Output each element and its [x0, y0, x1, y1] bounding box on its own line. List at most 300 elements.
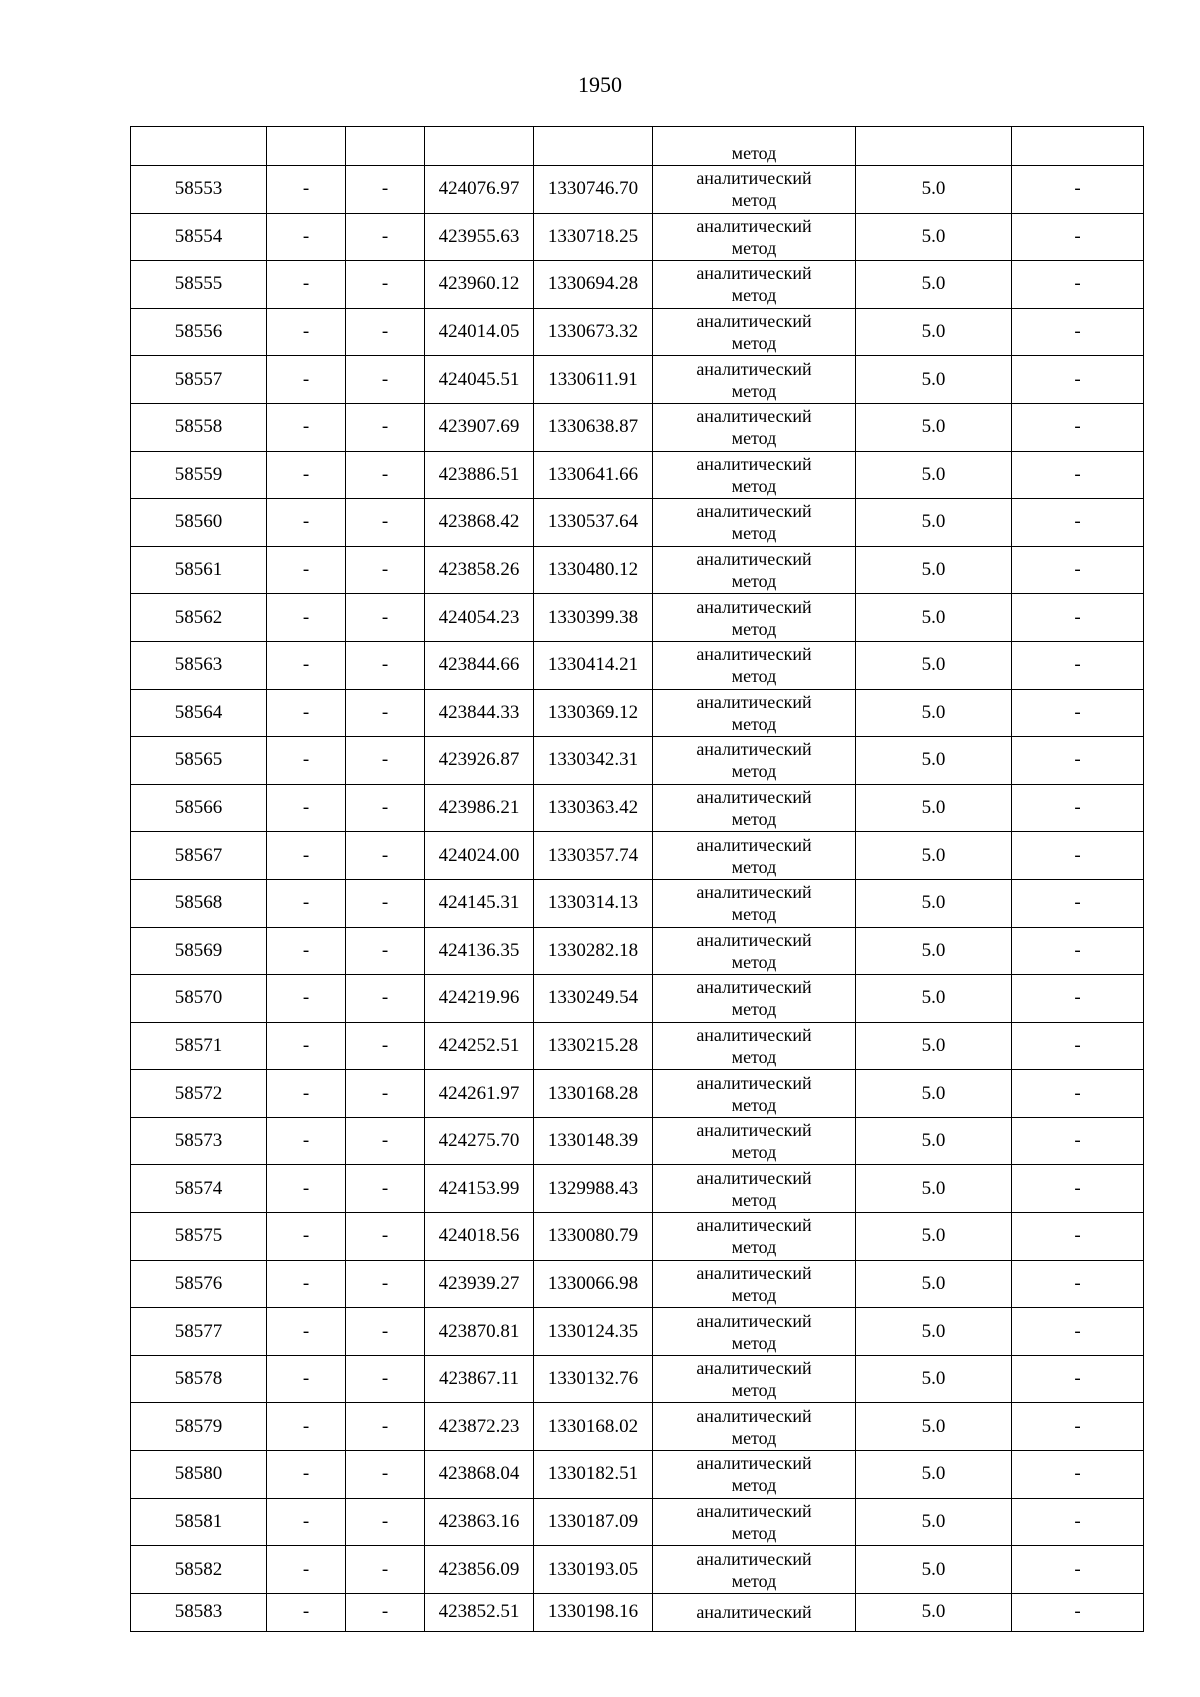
method-line2: метод [731, 999, 777, 1020]
cell-x: 424014.05 [425, 308, 534, 356]
cell-x: 424054.23 [425, 594, 534, 642]
cell-y [534, 127, 653, 166]
cell-col3: - [346, 975, 425, 1023]
cell-x: 424153.99 [425, 1165, 534, 1213]
method-line2: метод [731, 1284, 777, 1305]
cell-y: 1330611.91 [534, 356, 653, 404]
cell-accuracy: 5.0 [856, 1117, 1012, 1165]
cell-col2: - [267, 1593, 346, 1631]
table-row [131, 451, 1144, 499]
method-line1: аналитический [696, 787, 812, 808]
cell-accuracy: 5.0 [856, 499, 1012, 547]
table-row [131, 403, 1144, 451]
cell-col2: - [267, 1165, 346, 1213]
method-line1: аналитический [696, 739, 812, 760]
table-row-last [131, 1593, 1144, 1631]
cell-method [653, 1403, 856, 1451]
cell-id: 58580 [131, 1451, 267, 1499]
method-line2: метод [731, 1094, 777, 1115]
cell-col3: - [346, 927, 425, 975]
cell-col3: - [346, 1451, 425, 1499]
table-row [131, 1451, 1144, 1499]
cell-x: 424018.56 [425, 1213, 534, 1261]
cell-col3: - [346, 879, 425, 927]
method-line2: метод [731, 1189, 777, 1210]
cell-method [653, 737, 856, 785]
cell-x: 423939.27 [425, 1260, 534, 1308]
cell-col3: - [346, 594, 425, 642]
method-line2: метод [731, 523, 777, 544]
method-line2: метод [731, 666, 777, 687]
cell-method [653, 927, 856, 975]
cell-col3: - [346, 1165, 425, 1213]
method-line2: метод [731, 761, 777, 782]
cell-x: 423867.11 [425, 1355, 534, 1403]
table-row [131, 1498, 1144, 1546]
cell-id: 58577 [131, 1308, 267, 1356]
page-number: 1950 [578, 72, 622, 97]
cell-method [653, 1117, 856, 1165]
cell-col2: - [267, 1308, 346, 1356]
cell-x: 424261.97 [425, 1070, 534, 1118]
cell-col2: - [267, 1022, 346, 1070]
cell-col2: - [267, 975, 346, 1023]
table-row [131, 1355, 1144, 1403]
cell-method [653, 546, 856, 594]
cell-col8: - [1012, 1165, 1144, 1213]
cell-col3: - [346, 1355, 425, 1403]
cell-y: 1330215.28 [534, 1022, 653, 1070]
cell-id: 58569 [131, 927, 267, 975]
method-line2: метод [731, 1570, 777, 1591]
cell-col8 [1012, 127, 1144, 166]
cell-method [653, 213, 856, 261]
cell-y: 1330198.16 [534, 1593, 653, 1631]
table-row [131, 1117, 1144, 1165]
cell-x [425, 127, 534, 166]
method-line1: аналитический [696, 406, 812, 427]
cell-x: 423844.33 [425, 689, 534, 737]
method-line1: аналитический [696, 977, 812, 998]
cell-method [653, 1355, 856, 1403]
cell-col3: - [346, 308, 425, 356]
cell-col8: - [1012, 1355, 1144, 1403]
cell-id: 58556 [131, 308, 267, 356]
method-line2: метод [731, 380, 777, 401]
table-row [131, 546, 1144, 594]
cell-x: 423858.26 [425, 546, 534, 594]
cell-col3: - [346, 356, 425, 404]
method-line2: метод [731, 1046, 777, 1067]
cell-y: 1330369.12 [534, 689, 653, 737]
cell-method [653, 403, 856, 451]
table-row [131, 1022, 1144, 1070]
method-line2: метод [731, 1332, 777, 1353]
cell-y: 1330641.66 [534, 451, 653, 499]
cell-x: 424275.70 [425, 1117, 534, 1165]
table-row [131, 213, 1144, 261]
cell-accuracy: 5.0 [856, 1451, 1012, 1499]
cell-y: 1330182.51 [534, 1451, 653, 1499]
cell-col3: - [346, 451, 425, 499]
method-line1: аналитический [696, 311, 812, 332]
method-line1: аналитический [696, 834, 812, 855]
method-line2: метод [731, 285, 777, 306]
cell-id: 58583 [131, 1593, 267, 1631]
cell-id: 58558 [131, 403, 267, 451]
cell-y: 1330124.35 [534, 1308, 653, 1356]
cell-col3: - [346, 641, 425, 689]
cell-method [653, 832, 856, 880]
method-line2: метод [731, 809, 777, 830]
cell-col8: - [1012, 1117, 1144, 1165]
cell-id [131, 127, 267, 166]
cell-id: 58566 [131, 784, 267, 832]
table-row [131, 308, 1144, 356]
cell-id: 58559 [131, 451, 267, 499]
cell-id: 58572 [131, 1070, 267, 1118]
method-line1: аналитический [696, 549, 812, 570]
method-line2: метод [731, 237, 777, 258]
coordinates-table [130, 126, 1144, 1632]
cell-id: 58563 [131, 641, 267, 689]
cell-col3: - [346, 1070, 425, 1118]
cell-accuracy: 5.0 [856, 1022, 1012, 1070]
method-line1: аналитический [696, 1358, 812, 1379]
cell-y: 1330718.25 [534, 213, 653, 261]
cell-method [653, 261, 856, 309]
cell-accuracy: 5.0 [856, 546, 1012, 594]
cell-accuracy: 5.0 [856, 975, 1012, 1023]
cell-x: 423868.42 [425, 499, 534, 547]
cell-col2: - [267, 166, 346, 214]
cell-col3: - [346, 1117, 425, 1165]
cell-x: 423907.69 [425, 403, 534, 451]
cell-y: 1330673.32 [534, 308, 653, 356]
method-line1: аналитический [696, 1072, 812, 1093]
cell-col3: - [346, 832, 425, 880]
cell-col8: - [1012, 1498, 1144, 1546]
method-line1: аналитический [696, 358, 812, 379]
cell-y: 1330342.31 [534, 737, 653, 785]
table-row [131, 1070, 1144, 1118]
cell-id: 58562 [131, 594, 267, 642]
cell-col3: - [346, 213, 425, 261]
cell-y: 1330357.74 [534, 832, 653, 880]
cell-x: 423926.87 [425, 737, 534, 785]
cell-accuracy: 5.0 [856, 1260, 1012, 1308]
cell-col8: - [1012, 213, 1144, 261]
cell-col3: - [346, 546, 425, 594]
cell-accuracy: 5.0 [856, 689, 1012, 737]
cell-accuracy: 5.0 [856, 1308, 1012, 1356]
cell-method [653, 641, 856, 689]
cell-id: 58560 [131, 499, 267, 547]
method-line2: метод [731, 1475, 777, 1496]
cell-col8: - [1012, 1213, 1144, 1261]
cell-col3 [346, 127, 425, 166]
table-row [131, 689, 1144, 737]
cell-y: 1330168.02 [534, 1403, 653, 1451]
cell-method [653, 975, 856, 1023]
cell-id: 58573 [131, 1117, 267, 1165]
cell-col8: - [1012, 1022, 1144, 1070]
cell-accuracy: 5.0 [856, 308, 1012, 356]
cell-id: 58581 [131, 1498, 267, 1546]
table-row [131, 1403, 1144, 1451]
table-row [131, 1308, 1144, 1356]
table-row [131, 356, 1144, 404]
cell-accuracy: 5.0 [856, 213, 1012, 261]
cell-x: 423872.23 [425, 1403, 534, 1451]
cell-x: 424219.96 [425, 975, 534, 1023]
cell-id: 58576 [131, 1260, 267, 1308]
table-row [131, 927, 1144, 975]
cell-col2 [267, 127, 346, 166]
cell-method [653, 1308, 856, 1356]
cell-accuracy: 5.0 [856, 1546, 1012, 1594]
cell-col8: - [1012, 1260, 1144, 1308]
cell-col8: - [1012, 927, 1144, 975]
cell-col8: - [1012, 403, 1144, 451]
cell-x: 423870.81 [425, 1308, 534, 1356]
method-line2: метод [731, 713, 777, 734]
cell-col3: - [346, 1403, 425, 1451]
method-line1: аналитический [696, 882, 812, 903]
cell-col3: - [346, 1593, 425, 1631]
cell-col8: - [1012, 1451, 1144, 1499]
cell-id: 58555 [131, 261, 267, 309]
cell-col3: - [346, 499, 425, 547]
method-line2: метод [731, 1380, 777, 1401]
cell-col2: - [267, 1213, 346, 1261]
method-line2: метод [731, 618, 777, 639]
method-line1: аналитический [696, 1602, 812, 1623]
cell-col3: - [346, 1546, 425, 1594]
cell-y: 1330537.64 [534, 499, 653, 547]
cell-x: 424076.97 [425, 166, 534, 214]
cell-id: 58571 [131, 1022, 267, 1070]
table-row [131, 166, 1144, 214]
table-row [131, 975, 1144, 1023]
cell-accuracy: 5.0 [856, 832, 1012, 880]
cell-method [653, 1213, 856, 1261]
method-line1: аналитический [696, 1024, 812, 1045]
table-row [131, 879, 1144, 927]
cell-id: 58561 [131, 546, 267, 594]
cell-y: 1330193.05 [534, 1546, 653, 1594]
cell-col3: - [346, 1498, 425, 1546]
cell-x: 424252.51 [425, 1022, 534, 1070]
method-line2: метод [731, 856, 777, 877]
cell-accuracy: 5.0 [856, 879, 1012, 927]
cell-col2: - [267, 594, 346, 642]
cell-y: 1330638.87 [534, 403, 653, 451]
cell-x: 423960.12 [425, 261, 534, 309]
cell-col3: - [346, 403, 425, 451]
cell-accuracy: 5.0 [856, 1593, 1012, 1631]
cell-accuracy: 5.0 [856, 1355, 1012, 1403]
cell-col8: - [1012, 641, 1144, 689]
cell-accuracy: 5.0 [856, 641, 1012, 689]
cell-x: 423856.09 [425, 1546, 534, 1594]
cell-id: 58557 [131, 356, 267, 404]
method-line1: аналитический [696, 453, 812, 474]
cell-x: 424024.00 [425, 832, 534, 880]
cell-method [653, 1451, 856, 1499]
method-line1: аналитический [696, 1405, 812, 1426]
cell-method [653, 1260, 856, 1308]
cell-accuracy [856, 127, 1012, 166]
table-row [131, 641, 1144, 689]
method-line1: аналитический [696, 263, 812, 284]
table-row [131, 499, 1144, 547]
cell-method [653, 689, 856, 737]
cell-col2: - [267, 784, 346, 832]
table-row [131, 594, 1144, 642]
cell-y: 1330480.12 [534, 546, 653, 594]
cell-col3: - [346, 1022, 425, 1070]
method-line1: аналитический [696, 1120, 812, 1141]
cell-accuracy: 5.0 [856, 1165, 1012, 1213]
cell-col2: - [267, 546, 346, 594]
method-line2: метод [731, 904, 777, 925]
cell-method [653, 1593, 856, 1631]
cell-accuracy: 5.0 [856, 737, 1012, 785]
cell-id: 58553 [131, 166, 267, 214]
cell-id: 58554 [131, 213, 267, 261]
cell-col3: - [346, 737, 425, 785]
cell-col8: - [1012, 1070, 1144, 1118]
cell-y: 1330080.79 [534, 1213, 653, 1261]
cell-col2: - [267, 1070, 346, 1118]
cell-col8: - [1012, 1403, 1144, 1451]
method-line2: метод [731, 1237, 777, 1258]
table-row [131, 1260, 1144, 1308]
cell-accuracy: 5.0 [856, 166, 1012, 214]
table-row [131, 1546, 1144, 1594]
cell-id: 58575 [131, 1213, 267, 1261]
cell-col8: - [1012, 451, 1144, 499]
cell-accuracy: 5.0 [856, 1403, 1012, 1451]
cell-id: 58570 [131, 975, 267, 1023]
method-tail: метод [731, 143, 777, 163]
table-row [131, 784, 1144, 832]
table-row [131, 737, 1144, 785]
cell-id: 58567 [131, 832, 267, 880]
cell-col8: - [1012, 546, 1144, 594]
cell-id: 58578 [131, 1355, 267, 1403]
cell-y: 1330746.70 [534, 166, 653, 214]
cell-col2: - [267, 356, 346, 404]
cell-col8: - [1012, 1308, 1144, 1356]
cell-id: 58579 [131, 1403, 267, 1451]
cell-method [653, 127, 856, 166]
cell-accuracy: 5.0 [856, 261, 1012, 309]
method-line1: аналитический [696, 168, 812, 189]
method-line2: метод [731, 1142, 777, 1163]
method-line1: аналитический [696, 501, 812, 522]
cell-y: 1330282.18 [534, 927, 653, 975]
cell-method [653, 1070, 856, 1118]
cell-col2: - [267, 1451, 346, 1499]
method-line1: аналитический [696, 215, 812, 236]
cell-y: 1330694.28 [534, 261, 653, 309]
cell-accuracy: 5.0 [856, 784, 1012, 832]
cell-col8: - [1012, 737, 1144, 785]
table-row [131, 261, 1144, 309]
method-line2: метод [731, 1522, 777, 1543]
cell-col2: - [267, 641, 346, 689]
cell-x: 423863.16 [425, 1498, 534, 1546]
cell-y: 1330414.21 [534, 641, 653, 689]
cell-method [653, 499, 856, 547]
cell-x: 424045.51 [425, 356, 534, 404]
cell-col8: - [1012, 879, 1144, 927]
cell-col3: - [346, 261, 425, 309]
cell-col2: - [267, 1498, 346, 1546]
cell-accuracy: 5.0 [856, 1070, 1012, 1118]
cell-col8: - [1012, 832, 1144, 880]
method-line1: аналитический [696, 1310, 812, 1331]
cell-y: 1330314.13 [534, 879, 653, 927]
cell-col2: - [267, 832, 346, 880]
cell-col3: - [346, 689, 425, 737]
cell-col2: - [267, 1260, 346, 1308]
cell-accuracy: 5.0 [856, 403, 1012, 451]
cell-method [653, 784, 856, 832]
method-line2: метод [731, 475, 777, 496]
cell-col2: - [267, 261, 346, 309]
method-line1: аналитический [696, 596, 812, 617]
cell-method [653, 1546, 856, 1594]
cell-x: 423844.66 [425, 641, 534, 689]
cell-accuracy: 5.0 [856, 1213, 1012, 1261]
method-line2: метод [731, 951, 777, 972]
method-line1: аналитический [696, 1167, 812, 1188]
cell-col3: - [346, 784, 425, 832]
cell-col8: - [1012, 261, 1144, 309]
cell-method [653, 1498, 856, 1546]
method-line1: аналитический [696, 644, 812, 665]
cell-col3: - [346, 1308, 425, 1356]
cell-accuracy: 5.0 [856, 927, 1012, 975]
cell-accuracy: 5.0 [856, 594, 1012, 642]
cell-x: 423955.63 [425, 213, 534, 261]
cell-col2: - [267, 308, 346, 356]
cell-col2: - [267, 1546, 346, 1594]
cell-accuracy: 5.0 [856, 356, 1012, 404]
cell-y: 1329988.43 [534, 1165, 653, 1213]
method-line1: аналитический [696, 1453, 812, 1474]
method-line1: аналитический [696, 691, 812, 712]
cell-col2: - [267, 1117, 346, 1165]
cell-col2: - [267, 403, 346, 451]
cell-y: 1330399.38 [534, 594, 653, 642]
cell-x: 423868.04 [425, 1451, 534, 1499]
table-body [131, 127, 1144, 1632]
cell-col8: - [1012, 308, 1144, 356]
cell-accuracy: 5.0 [856, 1498, 1012, 1546]
cell-col2: - [267, 213, 346, 261]
table-row [131, 1213, 1144, 1261]
cell-col8: - [1012, 1593, 1144, 1631]
method-line2: метод [731, 428, 777, 449]
cell-col2: - [267, 689, 346, 737]
method-line2: метод [731, 333, 777, 354]
cell-col2: - [267, 1355, 346, 1403]
cell-method [653, 451, 856, 499]
